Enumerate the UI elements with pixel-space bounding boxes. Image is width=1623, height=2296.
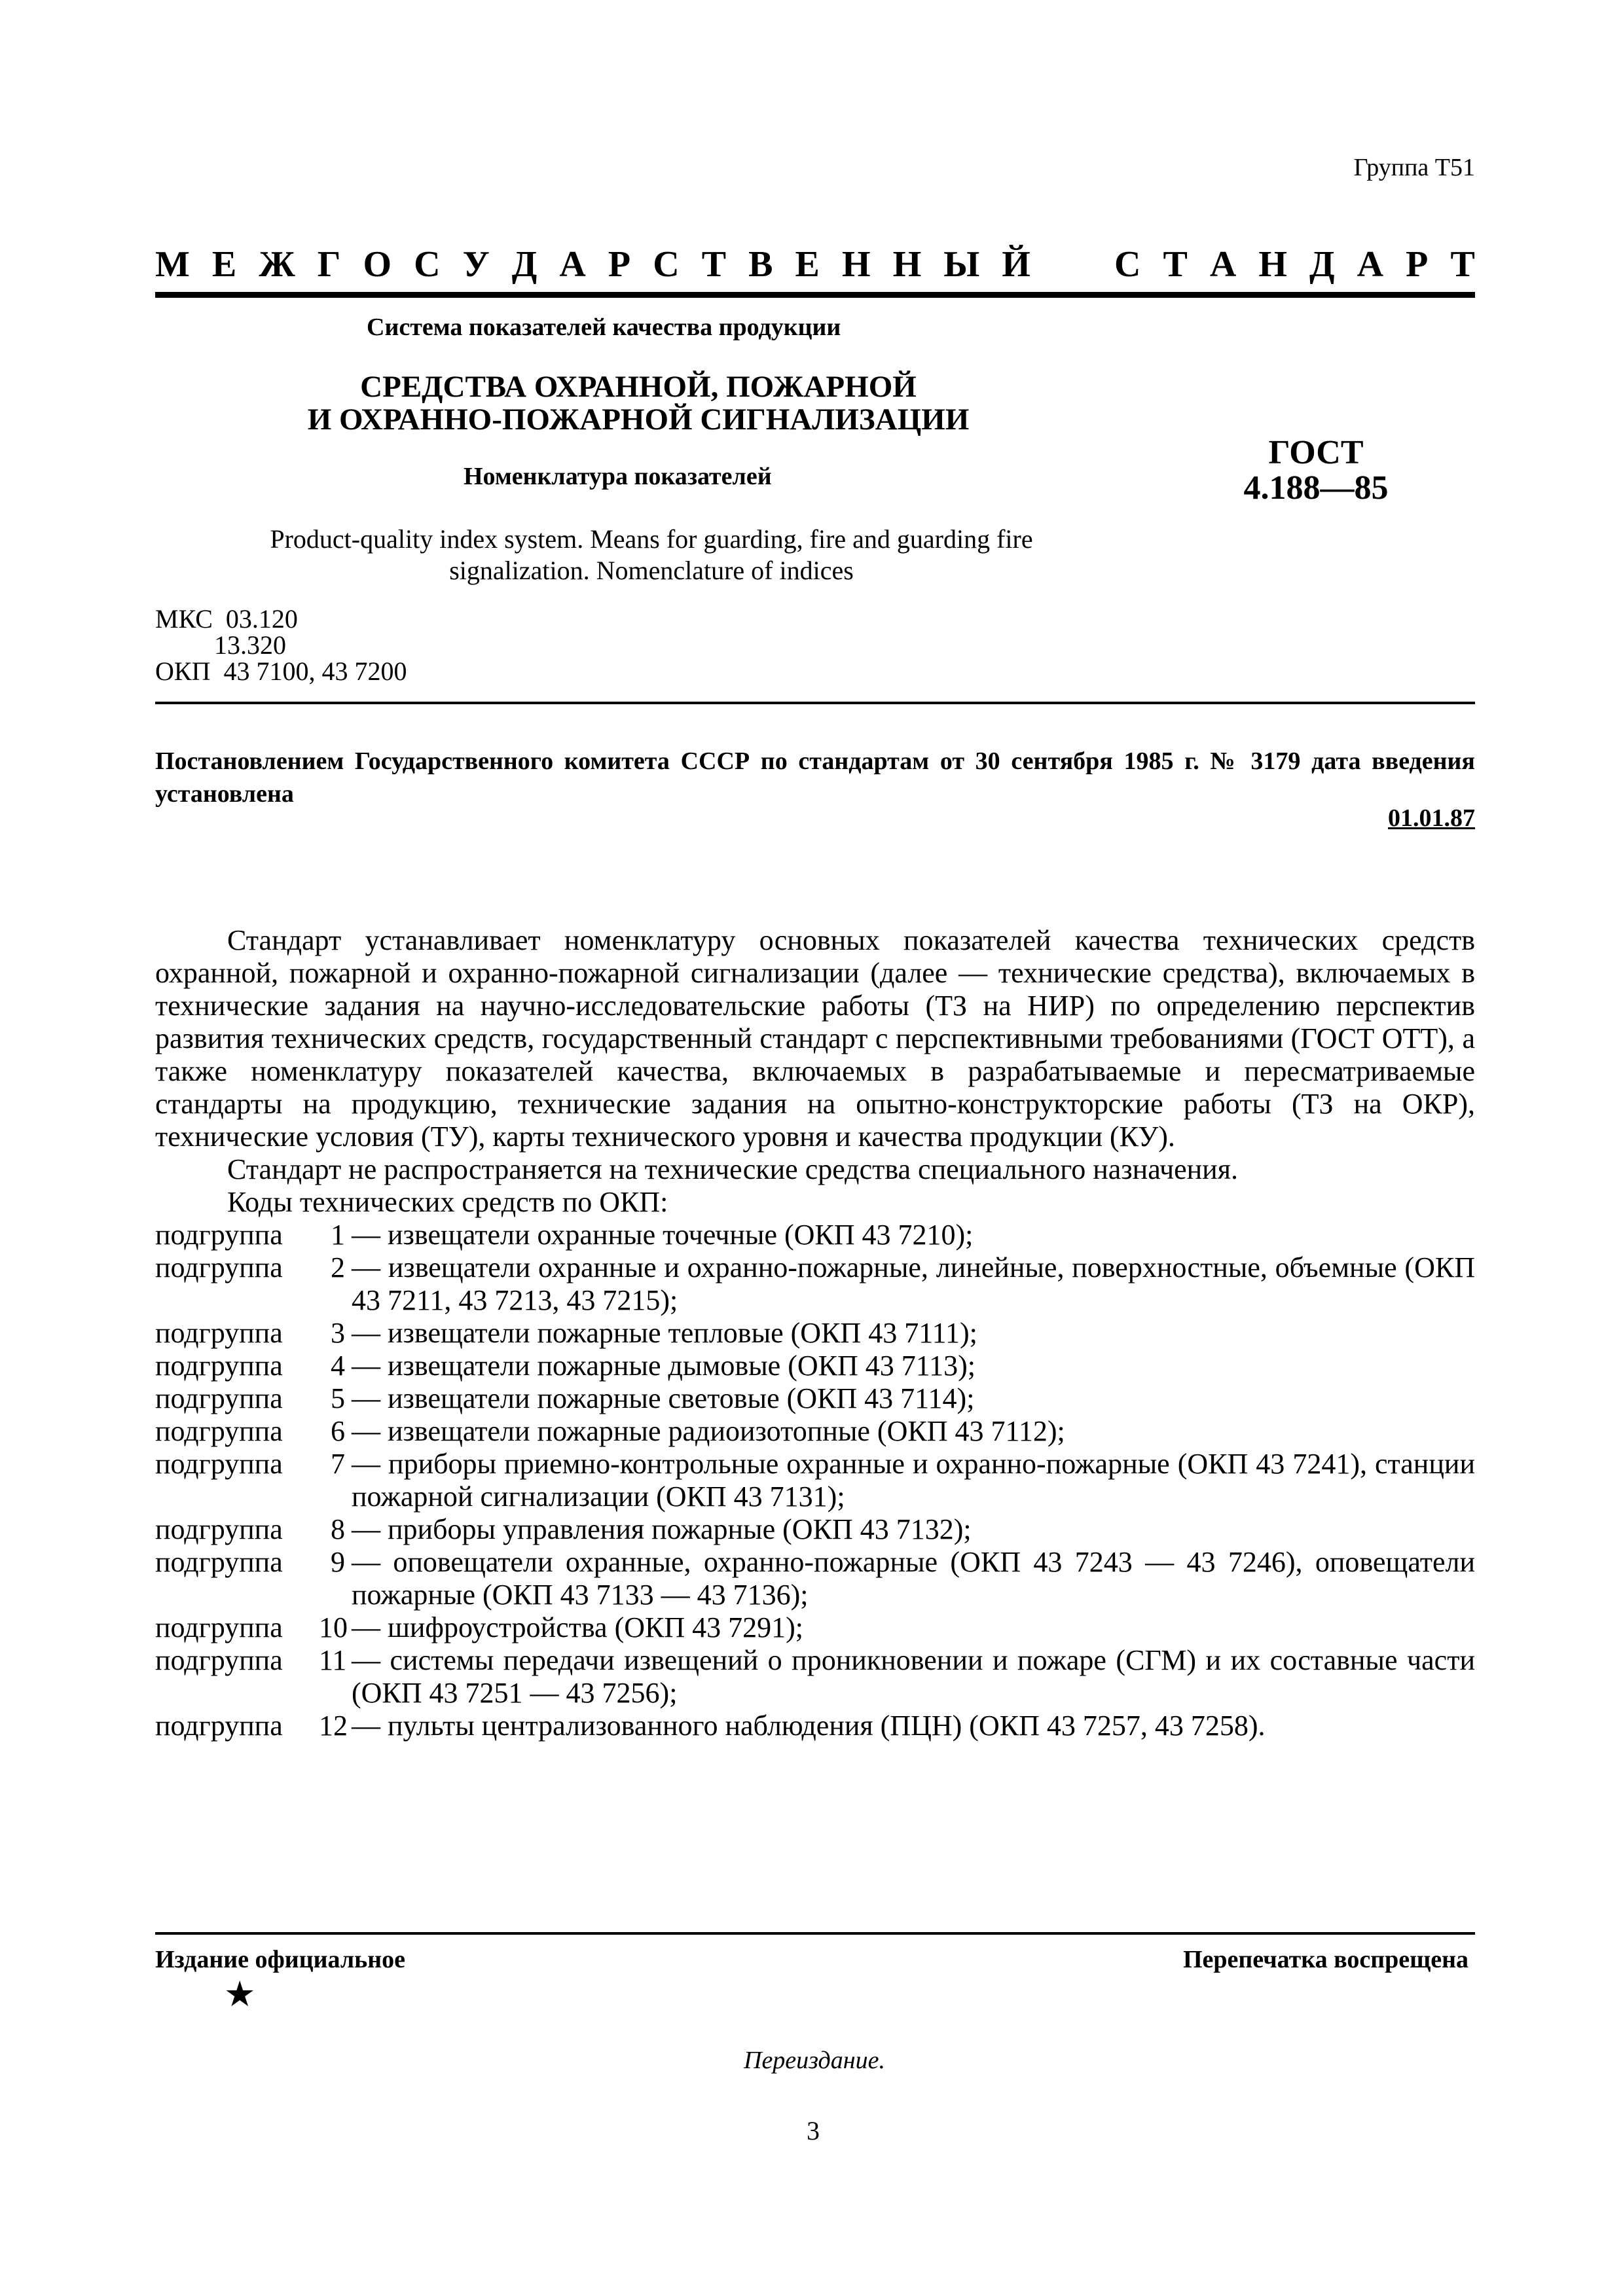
decree-text: Постановлением Государственного комитета СССР по стандартам от 30 сентября 1985 г. № 3179 дата введения установлена [155, 747, 1475, 808]
subgroup-description: — приборы управления пожарные (ОКП 43 7132); [352, 1513, 972, 1545]
header-rule [155, 292, 1475, 298]
subgroup-label: подгруппа [155, 1415, 283, 1447]
reissue-label: Переиздание. [744, 2047, 885, 2074]
subgroup-item [155, 1382, 1475, 1415]
heading-letter: Р [1406, 244, 1429, 285]
heading-letter: Д [511, 244, 538, 285]
main-title-line-1: СРЕДСТВА ОХРАННОЙ, ПОЖАРНОЙ [360, 370, 917, 404]
subgroup-item [155, 1513, 1475, 1546]
subgroup-description: — извещатели пожарные радиоизотопные (ОКП 43 7112); [352, 1415, 1065, 1447]
heading-letter: Т [1163, 244, 1188, 285]
subgroup-label: подгруппа [155, 1513, 283, 1545]
heading-letter: А [1357, 244, 1384, 285]
heading-letter: М [155, 244, 190, 285]
subgroup-item [155, 1448, 1475, 1513]
subgroup-item [155, 1644, 1475, 1710]
subgroup-description: — оповещатели охранные, охранно-пожарные (ОКП 43 7243 — 43 7246), оповещатели пожарные (ОКП 43 7133 — 43 7136); [352, 1546, 1475, 1611]
heading-letter: Ы [943, 244, 980, 285]
subgroup-item [155, 1611, 1475, 1644]
star-icon: ★ [224, 1975, 256, 2014]
gost-label: ГОСТ [1268, 434, 1364, 471]
heading-letter: Д [1309, 244, 1335, 285]
heading-letter: А [1209, 244, 1237, 285]
subgroup-description: — шифроустройства (ОКП 43 7291); [352, 1611, 804, 1643]
heading-letter: Т [701, 244, 727, 285]
heading-letter: В [748, 244, 773, 285]
subgroup-number: 4 [331, 1350, 345, 1382]
subgroup-label: подгруппа [155, 1546, 283, 1578]
subgroup-item [155, 1219, 1475, 1251]
paragraph-codes-intro: Коды технических средств по ОКП: [227, 1186, 668, 1218]
code-mks-1: МКС 03.120 [155, 604, 298, 634]
page-number: 3 [807, 2116, 820, 2145]
system-title: Система показателей качества продукции [367, 314, 841, 341]
heading-letter: Р [608, 244, 631, 285]
subgroup-number: 2 [331, 1251, 345, 1283]
heading-letter: Н [1258, 244, 1287, 285]
heading-letter: Н [841, 244, 871, 285]
official-edition-label: Издание официальное [155, 1946, 406, 1973]
subgroup-description: — пульты централизованного наблюдения (ПЦН) (ОКП 43 7257, 43 7258). [352, 1710, 1266, 1742]
heading-letter: С [414, 244, 441, 285]
english-title [196, 524, 1106, 586]
introduction-date: 01.01.87 [1388, 804, 1475, 832]
subgroup-number: 6 [331, 1415, 345, 1447]
subgroup-label: подгруппа [155, 1710, 283, 1742]
heading-letter: Н [892, 244, 922, 285]
subgroup-item [155, 1415, 1475, 1448]
body-text [155, 924, 1475, 1742]
subgroup-label: подгруппа [155, 1448, 283, 1480]
footer-rule [155, 1932, 1475, 1935]
subgroup-number: 1 [331, 1219, 345, 1251]
codes-rule [155, 702, 1475, 704]
main-title [262, 370, 1015, 436]
subgroup-label: подгруппа [155, 1382, 283, 1414]
heading-letter: О [363, 244, 392, 285]
reprint-prohibited-label: Перепечатка воспрещена [1182, 1946, 1468, 1973]
english-title-line-2: signalization. Nomenclature of indices [449, 556, 854, 585]
code-okp: ОКП 43 7100, 43 7200 [155, 656, 407, 686]
subgroup-label: подгруппа [155, 1251, 283, 1283]
subgroup-label: подгруппа [155, 1317, 283, 1349]
subgroup-number: 12 [319, 1710, 348, 1742]
gost-number: 4.188—85 [1243, 469, 1389, 507]
heading-letter: С [653, 244, 680, 285]
gost-designation [1237, 435, 1395, 506]
subgroup-number: 10 [319, 1611, 348, 1643]
heading-letter: Й [1002, 244, 1030, 285]
subgroup-description: — извещатели охранные и охранно-пожарные, линейные, поверхностные, объемные (ОКП 43 7211, 43 7213, 43 7215); [352, 1251, 1475, 1316]
classification-codes [155, 606, 407, 685]
heading-letter: А [559, 244, 586, 285]
group-label: Группа Т51 [1353, 154, 1475, 181]
subgroup-item [155, 1317, 1475, 1350]
heading-letter: Е [211, 244, 237, 285]
subgroup-number: 9 [331, 1546, 345, 1578]
main-title-line-2: И ОХРАННО-ПОЖАРНОЙ СИГНАЛИЗАЦИИ [307, 403, 970, 437]
heading-letter: Г [317, 244, 341, 285]
heading-letter: Ж [259, 244, 295, 285]
subgroup-label: подгруппа [155, 1350, 283, 1382]
standard-heading [155, 243, 1475, 285]
subgroup-number: 8 [331, 1513, 345, 1545]
paragraph-exclusion: Стандарт не распространяется на технические средства специального назначения. [227, 1153, 1238, 1185]
subgroup-label: подгруппа [155, 1611, 283, 1643]
english-title-line-1: Product-quality index system. Means for guarding, fire and guarding fire [270, 524, 1033, 554]
subgroup-item [155, 1251, 1475, 1317]
subgroup-number: 7 [331, 1448, 345, 1480]
subgroup-list [155, 1219, 1475, 1742]
heading-gap [1053, 243, 1092, 285]
paragraph-scope: Стандарт устанавливает номенклатуру основных показателей качества технических средств охранной, пожарной и охранно-пожарной сигнализации (далее — технические средства), включаемых в технические задания на научно-исследовательские работы (ТЗ на НИР) по определению перспектив развития технических средств, государственный стандарт с перспективными требованиями (ГОСТ ОТТ), а также номенклатуру показателей качества, включаемых в разрабатываемые и пересматриваемые стандарты на продукцию, технические задания на опытно-конструкторские работы (ТЗ на ОКР), технические условия (ТУ), карты технического уровня и качества продукции (КУ). [155, 924, 1475, 1153]
code-mks-2: 13.320 [155, 630, 286, 660]
subgroup-description: — приборы приемно-контрольные охранные и охранно-пожарные (ОКП 43 7241), станции пожарной сигнализации (ОКП 43 7131); [352, 1448, 1475, 1513]
subgroup-item [155, 1546, 1475, 1611]
subgroup-number: 3 [331, 1317, 345, 1349]
subgroup-item [155, 1710, 1475, 1742]
subgroup-description: — извещатели охранные точечные (ОКП 43 7210); [352, 1219, 974, 1251]
subtitle: Номенклатура показателей [464, 463, 772, 490]
heading-letter: С [1114, 244, 1141, 285]
subgroup-description: — извещатели пожарные световые (ОКП 43 7114); [352, 1382, 975, 1414]
subgroup-description: — системы передачи извещений о проникновении и пожаре (СГМ) и их составные части (ОКП 43 7251 — 43 7256); [352, 1644, 1475, 1709]
subgroup-description: — извещатели пожарные дымовые (ОКП 43 7113); [352, 1350, 976, 1382]
subgroup-number: 5 [331, 1382, 345, 1414]
subgroup-description: — извещатели пожарные тепловые (ОКП 43 7111); [352, 1317, 977, 1349]
heading-letter: У [462, 244, 490, 285]
subgroup-number: 11 [319, 1644, 347, 1676]
heading-letter: Е [795, 244, 820, 285]
subgroup-label: подгруппа [155, 1644, 283, 1676]
subgroup-label: подгруппа [155, 1219, 283, 1251]
heading-letter: Т [1450, 244, 1475, 285]
subgroup-item [155, 1350, 1475, 1382]
